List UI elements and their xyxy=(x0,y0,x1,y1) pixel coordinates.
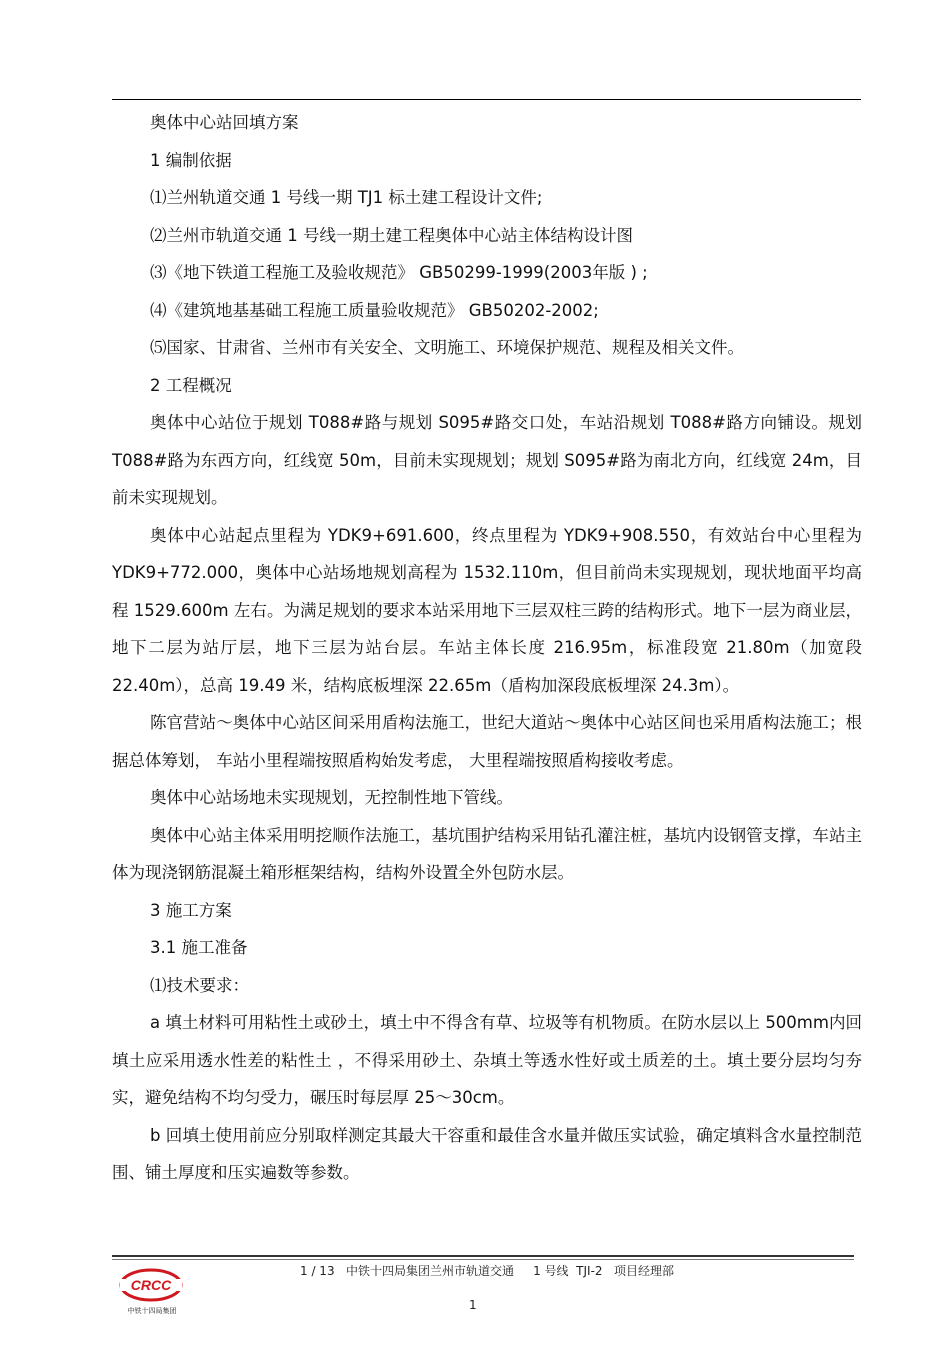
footer-rule-thin xyxy=(112,1259,854,1260)
reference-1: ⑴兰州轨道交通 1 号线一期 TJ1 标土建工程设计文件; xyxy=(150,188,543,207)
reference-5: ⑸国家、甘肃省、兰州市有关安全、文明施工、环境保护规范、规程及相关文件。 xyxy=(150,338,744,357)
section-2-heading: 2 工程概况 xyxy=(150,375,232,395)
logo-caption: 中铁十四局集团 xyxy=(127,1307,177,1315)
document-title: 奥体中心站回填方案 xyxy=(150,113,299,132)
logo-text: CRCC xyxy=(130,1277,172,1293)
reference-3: ⑶《地下铁道工程施工及验收规范》 GB50299-1999(2003年版 ) ; xyxy=(150,263,648,282)
reference-2: ⑵兰州市轨道交通 1 号线一期土建工程奥体中心站主体结构设计图 xyxy=(150,225,633,245)
overview-paragraph-location: 奥体中心站位于规划 T088#路与规划 S095#路交口处，车站沿规划 T088#路方向铺设。规划 T088#路为东西方向，红线宽 50m，目前未实现规划；规划 S095#路为南北方向，红线宽 24m，目前未实现规划。 xyxy=(112,413,862,507)
overview-paragraph-pipelines: 奥体中心站场地未实现规划，无控制性地下管线。 xyxy=(150,788,513,807)
section-3-1-heading: 3.1 施工准备 xyxy=(150,938,248,957)
overview-paragraph-structure: 奥体中心站起点里程为 YDK9+691.600，终点里程为 YDK9+908.550，有效站台中心里程为 YDK9+772.000，奥体中心站场地规划高程为 1532.110m，但目前尚未实现规划，现状地面平均高程 1529.600m 左右。为满足规划的要求本站采用地下三层双柱三跨的结构形式。地下一层为商业层，地下二层为站厅层，地下三层为站台层。车站主体长度 216.95m，标准段宽 21.80m（加宽段 22.40m），总高 19.49 米，结构底板埋深 22.65m（盾构加深段底板埋深 24.3m）。 xyxy=(112,525,862,695)
reference-4: ⑷《建筑地基基础工程施工质量验收规范》 GB50202-2002; xyxy=(150,300,599,320)
requirement-item-a: a 填土材料可用粘性土或砂土，填土中不得含有草、垃圾等有机物质。在防水层以上 500mm内回填土应采用透水性差的粘性土 ，不得采用砂土、杂填土等透水性好或土质差的土。填土要分层均匀夯实，避免结构不均匀受力，碾压时每层厚 25～30cm。 xyxy=(112,1013,862,1107)
requirement-item-b: b 回填土使用前应分别取样测定其最大干容重和最佳含水量并做压实试验，确定填料含水量控制范围、铺土厚度和压实遍数等参数。 xyxy=(112,1125,862,1182)
section-1-heading: 1 编制依据 xyxy=(150,150,232,170)
overview-paragraph-construction: 奥体中心站主体采用明挖顺作法施工，基坑围护结构采用钻孔灌注桩，基坑内设钢管支撑，车站主体为现浇钢筋混凝土箱形框架结构，结构外设置全外包防水层。 xyxy=(112,825,862,882)
footer-rule xyxy=(112,1255,854,1257)
technical-requirements-label: ⑴技术要求： xyxy=(150,975,249,995)
document-body xyxy=(112,104,862,1192)
page-number: 1 xyxy=(469,1298,477,1312)
section-3-heading: 3 施工方案 xyxy=(150,900,232,920)
header-rule xyxy=(112,99,861,100)
footer-project-text: 1 / 13 中铁十四局集团兰州市轨道交通 1 号线 TJI-2 项目经理部 xyxy=(300,1264,674,1278)
overview-paragraph-shield: 陈官营站～奥体中心站区间采用盾构法施工，世纪大道站～奥体中心站区间也采用盾构法施工；根据总体筹划， 车站小里程端按照盾构始发考虑， 大里程端按照盾构接收考虑。 xyxy=(112,713,862,770)
